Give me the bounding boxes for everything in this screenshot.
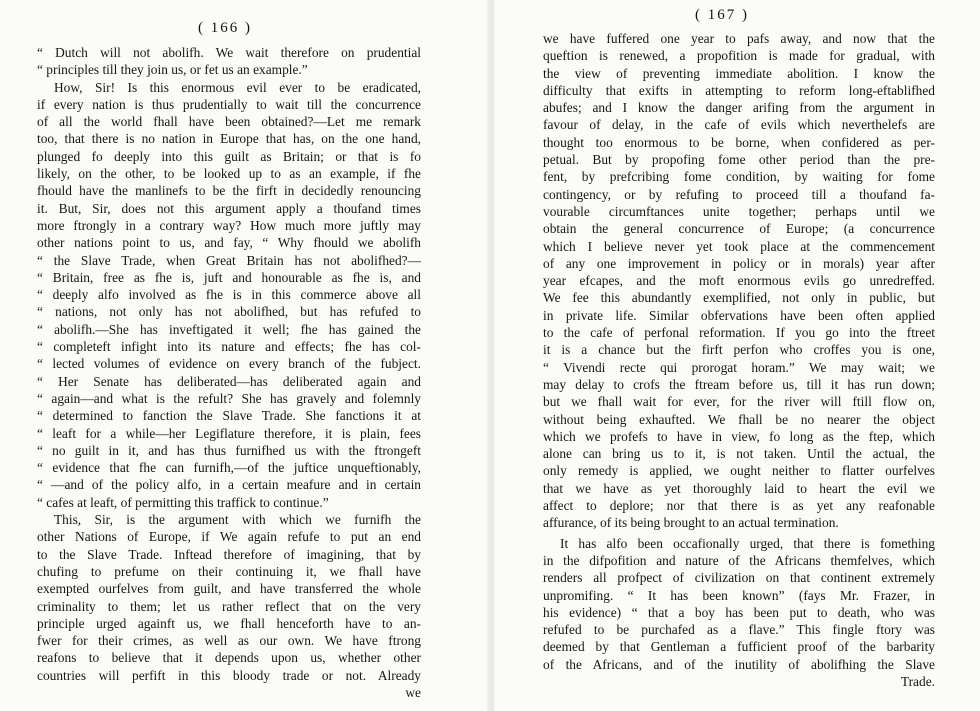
text-line: principle urged againft us, we fhall henceforth have to an- (37, 615, 421, 631)
text-line: contingency, or by refufing to proceed till a thoufand fa- (543, 186, 935, 202)
text-line: “ leaft for a while—her Legiflature therefore, it is plain, fees (37, 425, 421, 441)
text-line: of any one improvement in policy or in morals) year after (543, 255, 935, 271)
text-line: in private life. Similar obfervations have been often applied (543, 307, 935, 323)
text-line: Trade. (900, 673, 935, 689)
text-line: in the difpofition and nature of the Africans themfelves, which (543, 552, 935, 568)
text-line: “ again—and what is the refult? She has gravely and folemnly (37, 390, 421, 406)
text-line: year efcapes, and the moft enormous evils go unredreffed. (543, 273, 935, 289)
text-line: “ the Slave Trade, when Great Britain has not abolifhed?— (37, 252, 421, 268)
text-line: It has alfo been occafionally urged, that there is fomething (560, 535, 935, 551)
text-line: fhould have the manlinefs to be the firft in decidedly renouncing (37, 183, 421, 199)
page-number: ( 166 ) (198, 20, 252, 36)
text-line: “ principles till they join us, or fet us an example.” (37, 62, 308, 78)
text-line: How, Sir! Is this enormous evil ever to be eradicated, (54, 79, 421, 95)
text-line: other Nations of Europe, if We again refufe to put an end (37, 529, 421, 545)
text-line: fwer for their crimes, as well as our own. We have ftrong (37, 633, 421, 649)
text-line: to the Slave Trade. Inftead therefore of imagining, that by (37, 546, 421, 562)
text-line: “ Vivendi recte qui prorogat horam.” We may wait; we (543, 359, 935, 375)
text-line: affurance, of its being brought to an actual termination. (543, 515, 839, 531)
text-line: which we profefs to have in view, fo long as the ftep, which (543, 428, 935, 444)
text-line: exempted ourfelves from guilt, and have transferred the whole (37, 581, 421, 597)
text-line: We fee this abundantly exemplified, not only in public, but (543, 290, 935, 306)
book-gutter (487, 0, 495, 711)
text-line: his evidence) “ that a boy has been put to death, who was (543, 604, 935, 620)
text-line: queftion is renewed, a propofition is made for gradual, with (543, 48, 935, 64)
text-line: “ deeply alfo involved as fhe is in this commerce above all (37, 287, 421, 303)
text-line: more ftrongly in a contrary way? How much more juftly may (37, 217, 421, 233)
text-line: renders all profpect of civilization on that continent extremely (543, 570, 935, 586)
text-line: may delay to crofs the ftream before us, till it has run down; (543, 376, 935, 392)
text-line: it is a chance but the firft perfon who croffes you is one, (543, 342, 935, 358)
text-line: we have fuffered one year to pafs away, and now that the (543, 31, 935, 46)
text-line: “ Dutch will not abolifh. We wait therefore on prudential (37, 45, 421, 60)
text-line: of the Africans, and of the inutility of abolifhing the Slave (543, 656, 935, 672)
text-line: if every nation is thus prudentially to wait till the concurrence (37, 96, 421, 112)
text-line: but we fhall wait for ever, for the river will ftill flow on, (543, 394, 935, 410)
text-line: unpromifing. “ It has been known” (fays Mr. Frazer, in (543, 587, 935, 603)
text-line: This, Sir, is the argument with which we furnifh the (54, 512, 421, 528)
text-line: likely, on the other, to be looked up to as an example, if fhe (37, 166, 421, 182)
text-line: fent, by prefcribing fome condition, by waiting for fome (543, 169, 935, 185)
text-line: affect to deplore; nor that there is as yet any reafonable (543, 498, 935, 514)
text-line: the view of preventing immediate abolition. I know the (543, 65, 935, 81)
text-line: favour of delay, in the cafe of evils which neverthelefs are (543, 117, 935, 133)
text-line: chufing to prefume on their continuing it, we fhall have (37, 563, 421, 579)
text-line: “ determined to fanction the Slave Trade. She fanctions it at (37, 408, 421, 424)
text-line: countries will perfift in this bloody trade or not. Already (37, 667, 421, 683)
text-line: “ no guilt in it, and has thus furnifhed us with the ftrongeft (37, 442, 421, 458)
text-line: to the cafe of perfonal reformation. If you go into the ftreet (543, 325, 935, 341)
text-line: abufes; and I know the danger arifing from the argument in (543, 100, 935, 116)
text-line: vourable circumftances unite together; perhaps until we (543, 203, 935, 219)
text-line: “ nations, not only has not abolifhed, but has refufed to (37, 304, 421, 320)
text-line: “ abolifh.—She has inveftigated it well; fhe has gained the (37, 321, 421, 337)
text-line: reafons to believe that it depends upon us, whether other (37, 650, 421, 666)
page-body (37, 44, 421, 701)
text-line: “ cafes at leaft, of permitting this traffick to continue.” (37, 494, 329, 510)
text-line: without being exhaufted. We fhall be no nearer the object (543, 411, 935, 427)
page-body (543, 30, 935, 690)
text-line: which I believe never yet took place at the commencement (543, 238, 935, 254)
page-number: ( 167 ) (695, 7, 749, 23)
text-line: that we have as yet thoroughly laid to heart the evil we (543, 480, 935, 496)
text-line: difficulty that exifts in attempting to reform long-eftablifhed (543, 82, 935, 98)
right-page (495, 0, 980, 711)
text-line: criminality to them; let us rather reflect that on the very (37, 598, 421, 614)
left-page (0, 0, 487, 711)
text-line: too, that there is no nation in Europe that has, on the one hand, (37, 131, 421, 147)
text-line: thought too enormous to be borne, when confidered as per- (543, 134, 935, 150)
text-line: plunged fo deeply into this guilt as Britain; or that is fo (37, 148, 421, 164)
text-line: petual. But by propofing fome other period than the pre- (543, 152, 935, 168)
text-line: alone can bring us to it, is not taken. Until the actual, the (543, 446, 935, 462)
text-line: “ completeft infight into its nature and effects; fhe has col- (37, 339, 421, 355)
text-line: it. But, Sir, does not this argument apply a thoufand times (37, 200, 421, 216)
text-line: “ lected volumes of evidence on every branch of the fubject. (37, 356, 421, 372)
text-line: deemed by that Gentleman a fufficient proof of the barbarity (543, 639, 935, 655)
text-line: “ —and of the policy alfo, in a certain meafure and in certain (37, 477, 421, 493)
catchword: we (405, 684, 421, 700)
text-line: refufed to be purchafed as a flave.” This fingle ftory was (543, 622, 935, 638)
text-line: “ Britain, free as fhe is, juft and honourable as fhe is, and (37, 269, 421, 285)
text-line: only remedy is applied, we ought neither to flatter ourfelves (543, 463, 935, 479)
text-line: “ evidence that fhe can furnifh,—of the juftice unqueftionably, (37, 460, 421, 476)
text-line: other nations point to us, and fay, “ Why fhould we abolifh (37, 235, 421, 251)
text-line: of all the world fhall have been obtained?—Let me remark (37, 114, 421, 130)
text-line: “ Her Senate has deliberated—has deliberated again and (37, 373, 421, 389)
text-line: obtain the general concurrence of Europe; (a concurrence (543, 221, 935, 237)
